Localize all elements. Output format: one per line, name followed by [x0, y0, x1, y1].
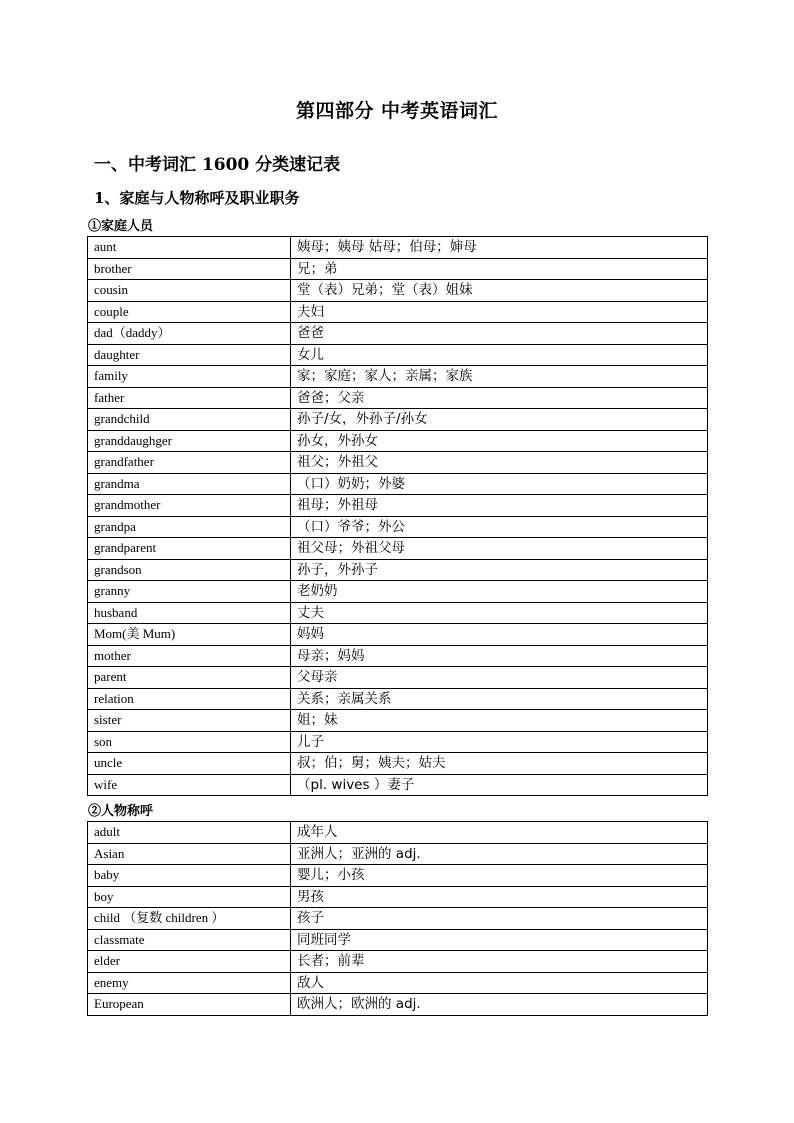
english-word-cell: grandson [88, 559, 291, 581]
table-row [88, 929, 708, 951]
english-word-cell: mother [88, 645, 291, 667]
english-word-cell: son [88, 731, 291, 753]
english-word-cell: family [88, 366, 291, 388]
chinese-meaning-cell: 婴儿；小孩 [291, 865, 708, 887]
table-row [88, 886, 708, 908]
table-row [88, 495, 708, 517]
table-row [88, 994, 708, 1016]
english-word-cell: boy [88, 886, 291, 908]
table-row [88, 624, 708, 646]
table-row [88, 301, 708, 323]
section-heading: 一、中考词汇 1600 分类速记表 [94, 155, 341, 175]
chinese-meaning-cell: 孩子 [291, 908, 708, 930]
english-word-cell: granny [88, 581, 291, 603]
chinese-meaning-cell: 亚洲人；亚洲的 adj. [291, 843, 708, 865]
english-word-cell: European [88, 994, 291, 1016]
table-row [88, 731, 708, 753]
english-word-cell: Mom(美 Mum) [88, 624, 291, 646]
chinese-meaning-cell: 女儿 [291, 344, 708, 366]
table-row [88, 280, 708, 302]
table-row [88, 430, 708, 452]
chinese-meaning-cell: 母亲；妈妈 [291, 645, 708, 667]
table-row [88, 516, 708, 538]
english-word-cell: sister [88, 710, 291, 732]
table-row [88, 972, 708, 994]
chinese-meaning-cell: 敌人 [291, 972, 708, 994]
english-word-cell: grandpa [88, 516, 291, 538]
english-word-cell: grandparent [88, 538, 291, 560]
english-word-cell: husband [88, 602, 291, 624]
english-word-cell: wife [88, 774, 291, 796]
chinese-meaning-cell: 姐；妹 [291, 710, 708, 732]
chinese-meaning-cell: 男孩 [291, 886, 708, 908]
vocab-table-family-members [87, 236, 708, 796]
chinese-meaning-cell: 祖父；外祖父 [291, 452, 708, 474]
chinese-meaning-cell: 老奶奶 [291, 581, 708, 603]
chinese-meaning-cell: （口）爷爷；外公 [291, 516, 708, 538]
vocab-table-person-titles [87, 821, 708, 1016]
table-row [88, 908, 708, 930]
chinese-meaning-cell: 长者；前辈 [291, 951, 708, 973]
table-row [88, 822, 708, 844]
english-word-cell: baby [88, 865, 291, 887]
english-word-cell: brother [88, 258, 291, 280]
chinese-meaning-cell: 祖父母；外祖父母 [291, 538, 708, 560]
english-word-cell: parent [88, 667, 291, 689]
english-word-cell: child （复数 children ） [88, 908, 291, 930]
chinese-meaning-cell: 孙子，外孙子 [291, 559, 708, 581]
chinese-meaning-cell: 夫妇 [291, 301, 708, 323]
english-word-cell: grandma [88, 473, 291, 495]
chinese-meaning-cell: （pl. wives ）妻子 [291, 774, 708, 796]
table-row [88, 753, 708, 775]
table-row [88, 473, 708, 495]
chinese-meaning-cell: 孙女，外孙女 [291, 430, 708, 452]
chinese-meaning-cell: 同班同学 [291, 929, 708, 951]
table-row [88, 688, 708, 710]
chinese-meaning-cell: 孙子/女，外孙子/孙女 [291, 409, 708, 431]
english-word-cell: cousin [88, 280, 291, 302]
english-word-cell: father [88, 387, 291, 409]
table-row [88, 602, 708, 624]
chinese-meaning-cell: 关系；亲属关系 [291, 688, 708, 710]
table-row [88, 538, 708, 560]
english-word-cell: couple [88, 301, 291, 323]
table-row [88, 452, 708, 474]
chinese-meaning-cell: 祖母；外祖母 [291, 495, 708, 517]
table-row [88, 409, 708, 431]
english-word-cell: Asian [88, 843, 291, 865]
chinese-meaning-cell: 儿子 [291, 731, 708, 753]
table-row [88, 258, 708, 280]
group-heading-person-titles: ②人物称呼 [88, 804, 154, 819]
chinese-meaning-cell: 成年人 [291, 822, 708, 844]
table-row [88, 865, 708, 887]
table-row [88, 387, 708, 409]
table-row [88, 951, 708, 973]
chinese-meaning-cell: 妈妈 [291, 624, 708, 646]
chinese-meaning-cell: 兄；弟 [291, 258, 708, 280]
table-row [88, 344, 708, 366]
chinese-meaning-cell: 父母亲 [291, 667, 708, 689]
english-word-cell: granddaughger [88, 430, 291, 452]
table-row [88, 237, 708, 259]
chinese-meaning-cell: 姨母；姨母 姑母；伯母；婶母 [291, 237, 708, 259]
chinese-meaning-cell: 家；家庭；家人；亲属；家族 [291, 366, 708, 388]
english-word-cell: grandfather [88, 452, 291, 474]
chinese-meaning-cell: 爸爸 [291, 323, 708, 345]
english-word-cell: dad（daddy） [88, 323, 291, 345]
table-row [88, 667, 708, 689]
subsection-heading: 1、家庭与人物称呼及职业职务 [94, 189, 300, 207]
table-row [88, 366, 708, 388]
english-word-cell: classmate [88, 929, 291, 951]
chinese-meaning-cell: 丈夫 [291, 602, 708, 624]
english-word-cell: enemy [88, 972, 291, 994]
english-word-cell: relation [88, 688, 291, 710]
table-row [88, 581, 708, 603]
table-row [88, 559, 708, 581]
english-word-cell: aunt [88, 237, 291, 259]
english-word-cell: adult [88, 822, 291, 844]
table-row [88, 645, 708, 667]
table-row [88, 843, 708, 865]
chinese-meaning-cell: 欧洲人；欧洲的 adj. [291, 994, 708, 1016]
chinese-meaning-cell: 爸爸；父亲 [291, 387, 708, 409]
chinese-meaning-cell: 叔；伯；舅；姨夫；姑夫 [291, 753, 708, 775]
chinese-meaning-cell: 堂（表）兄弟；堂（表）姐妹 [291, 280, 708, 302]
group-heading-family-members: ①家庭人员 [88, 219, 154, 234]
english-word-cell: elder [88, 951, 291, 973]
english-word-cell: grandmother [88, 495, 291, 517]
english-word-cell: uncle [88, 753, 291, 775]
chinese-meaning-cell: （口）奶奶；外婆 [291, 473, 708, 495]
table-row [88, 323, 708, 345]
english-word-cell: daughter [88, 344, 291, 366]
page-title: 第四部分 中考英语词汇 [295, 100, 499, 122]
table-row [88, 710, 708, 732]
english-word-cell: grandchild [88, 409, 291, 431]
table-row [88, 774, 708, 796]
